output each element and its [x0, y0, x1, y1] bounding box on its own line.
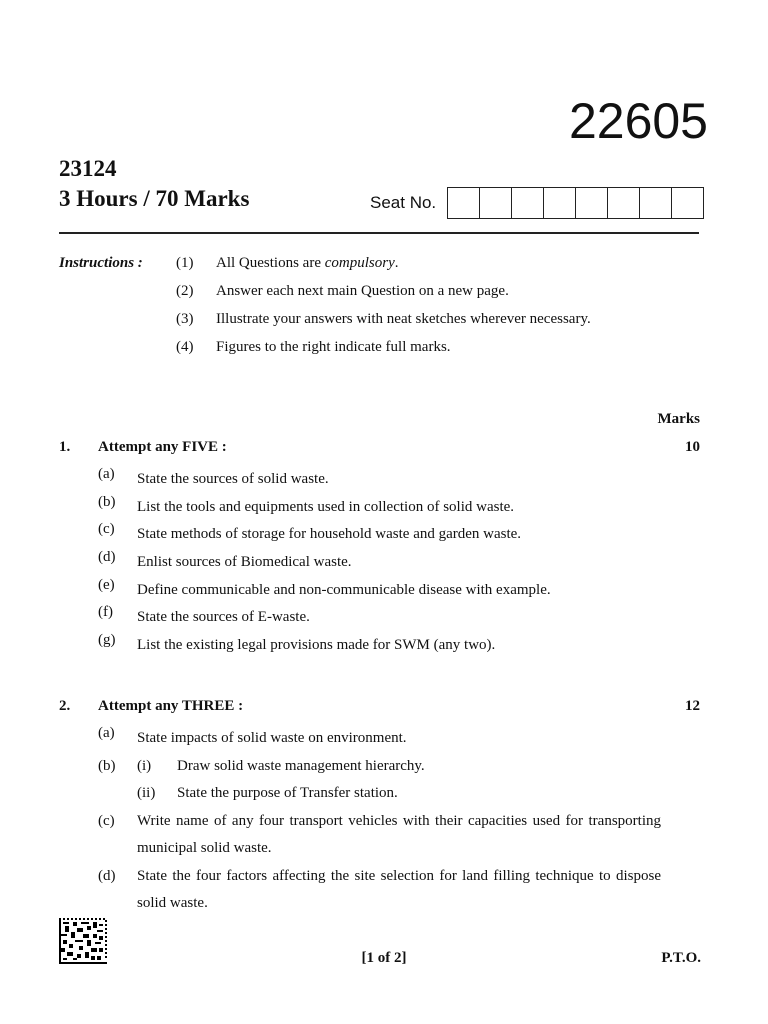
- question-part: [59, 725, 661, 753]
- question-2: [59, 698, 700, 918]
- question-part: [59, 808, 661, 863]
- question-part: [59, 577, 661, 605]
- marks-column-heading: Marks: [657, 411, 700, 427]
- part-label: (e): [98, 576, 115, 593]
- question-part: [59, 753, 661, 808]
- part-label: (d): [98, 549, 116, 566]
- question-title: Attempt any THREE :: [98, 698, 244, 714]
- instruction-text: All Questions are compulsory.: [216, 255, 399, 271]
- question-part: [59, 466, 661, 494]
- question-marks: 12: [685, 698, 700, 714]
- instructions-heading: Instructions :: [59, 255, 143, 271]
- instruction-text: Answer each next main Question on a new page.: [216, 283, 509, 299]
- instruction-number: (2): [176, 283, 194, 299]
- question-part: [59, 863, 661, 918]
- part-label: (c): [98, 812, 115, 829]
- paper-code: 22605: [568, 93, 708, 149]
- question-part: [59, 604, 661, 632]
- instruction-text: Figures to the right indicate full marks.: [216, 339, 451, 355]
- question-title: Attempt any FIVE :: [98, 439, 227, 455]
- seat-box: [544, 188, 576, 218]
- subpart: [137, 780, 661, 808]
- part-label: (c): [98, 521, 115, 538]
- subpart-label: (ii): [137, 785, 156, 802]
- part-label: (a): [98, 466, 115, 482]
- seat-box: [480, 188, 512, 218]
- instruction-number: (1): [176, 255, 194, 271]
- seat-box: [640, 188, 672, 218]
- part-text: List the tools and equipments used in collection of solid waste.: [137, 498, 515, 515]
- part-text: State the four factors affecting the site selection for land filling technique to dispose solid waste.: [137, 867, 661, 912]
- instruction-item: [176, 255, 591, 283]
- part-text: Write name of any four transport vehicles with their capacities used for transporting municipal solid waste.: [137, 812, 661, 857]
- part-label: (a): [98, 725, 115, 741]
- subpart-text: State the purpose of Transfer station.: [177, 785, 398, 802]
- instruction-number: (4): [176, 339, 194, 355]
- part-label: (f): [98, 604, 113, 621]
- subpart-label: (i): [137, 757, 152, 774]
- part-text: State methods of storage for household waste and garden waste.: [137, 526, 522, 543]
- question-1: [59, 439, 700, 660]
- question-part: [59, 521, 661, 549]
- part-text: State the sources of solid waste.: [137, 471, 329, 487]
- instruction-number: (3): [176, 311, 194, 327]
- question-number: 2.: [59, 698, 71, 714]
- part-text: State the sources of E-waste.: [137, 609, 310, 626]
- question-part: [59, 632, 661, 660]
- seat-number-boxes: [447, 187, 704, 219]
- instructions-list: [176, 255, 591, 367]
- question-marks: 10: [685, 439, 700, 455]
- subject-code: 23124: [59, 156, 117, 181]
- seat-box: [448, 188, 480, 218]
- seat-box: [672, 188, 703, 218]
- part-label: (b): [98, 493, 116, 510]
- part-label: (g): [98, 632, 116, 649]
- seat-box: [512, 188, 544, 218]
- question-part: [59, 549, 661, 577]
- instruction-item: [176, 283, 591, 311]
- page-number: [1 of 2]: [361, 950, 407, 966]
- instruction-item: [176, 311, 591, 339]
- question-part: [59, 494, 661, 522]
- part-label: (b): [98, 757, 116, 774]
- seat-number-label: Seat No.: [370, 193, 437, 212]
- part-text: Enlist sources of Biomedical waste.: [137, 554, 352, 571]
- please-turn-over: P.T.O.: [661, 950, 701, 966]
- question-number: 1.: [59, 439, 71, 455]
- part-text: List the existing legal provisions made for SWM (any two).: [137, 637, 496, 654]
- seat-box: [576, 188, 608, 218]
- part-text: Define communicable and non-communicable disease with example.: [137, 581, 551, 598]
- part-subparts: [137, 753, 661, 808]
- seat-box: [608, 188, 640, 218]
- question-header: [59, 439, 700, 466]
- subpart-text: Draw solid waste management hierarchy.: [177, 757, 425, 774]
- header-divider: [59, 232, 699, 234]
- question-header: [59, 698, 700, 725]
- subpart: [137, 753, 661, 781]
- part-text: State impacts of solid waste on environment.: [137, 730, 407, 746]
- instruction-item: [176, 339, 591, 367]
- part-label: (d): [98, 867, 116, 884]
- duration-marks: 3 Hours / 70 Marks: [59, 186, 250, 211]
- instruction-text: Illustrate your answers with neat sketches wherever necessary.: [216, 311, 591, 327]
